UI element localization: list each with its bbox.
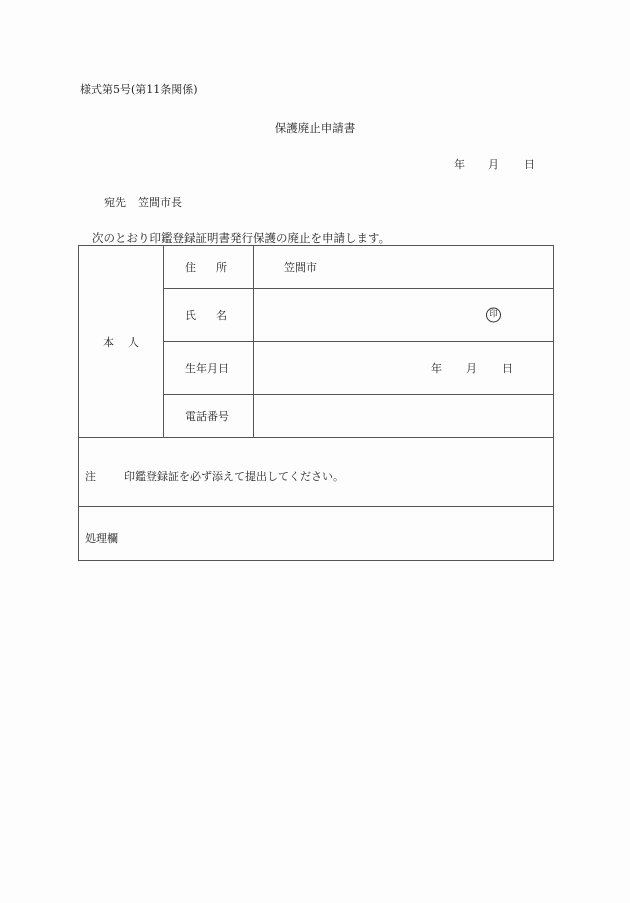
date-year-label: 年 [454,158,465,171]
birthdate-label: 生年月日 [164,342,254,395]
birth-day-label: 日 [502,362,513,375]
date-day-label: 日 [524,158,535,171]
address-field[interactable] [254,246,554,289]
phone-field[interactable] [254,395,554,438]
birthdate-field[interactable] [254,342,554,395]
recipient-name: 笠間市長 [138,196,182,209]
birth-year-label: 年 [431,362,442,375]
phone-label: 電話番号 [164,395,254,438]
note-section [79,438,554,507]
address-label: 住所 [164,246,254,289]
note-label: 注 [85,469,96,483]
date-month-label: 月 [488,158,499,171]
form-number: 様式第5号(第11条関係) [80,83,198,96]
person-label: 本人 [79,246,164,438]
recipient-label: 宛先 [104,196,126,209]
processing-section [79,507,554,561]
document-title: 保護廃止申請書 [274,121,356,135]
name-field[interactable] [254,289,554,342]
name-label: 氏名 [164,289,254,342]
address-value: 笠間市 [284,261,317,274]
seal-mark: 印 [486,308,501,323]
application-statement: 次のとおり印鑑登録証明書発行保護の廃止を申請します。 [92,231,391,245]
recipient-line [104,194,182,210]
note-text: 印鑑登録証を必ず添えて提出してください。 [124,469,344,483]
birth-month-label: 月 [466,362,477,375]
application-form-table [78,245,554,561]
processing-label: 処理欄 [85,531,118,545]
